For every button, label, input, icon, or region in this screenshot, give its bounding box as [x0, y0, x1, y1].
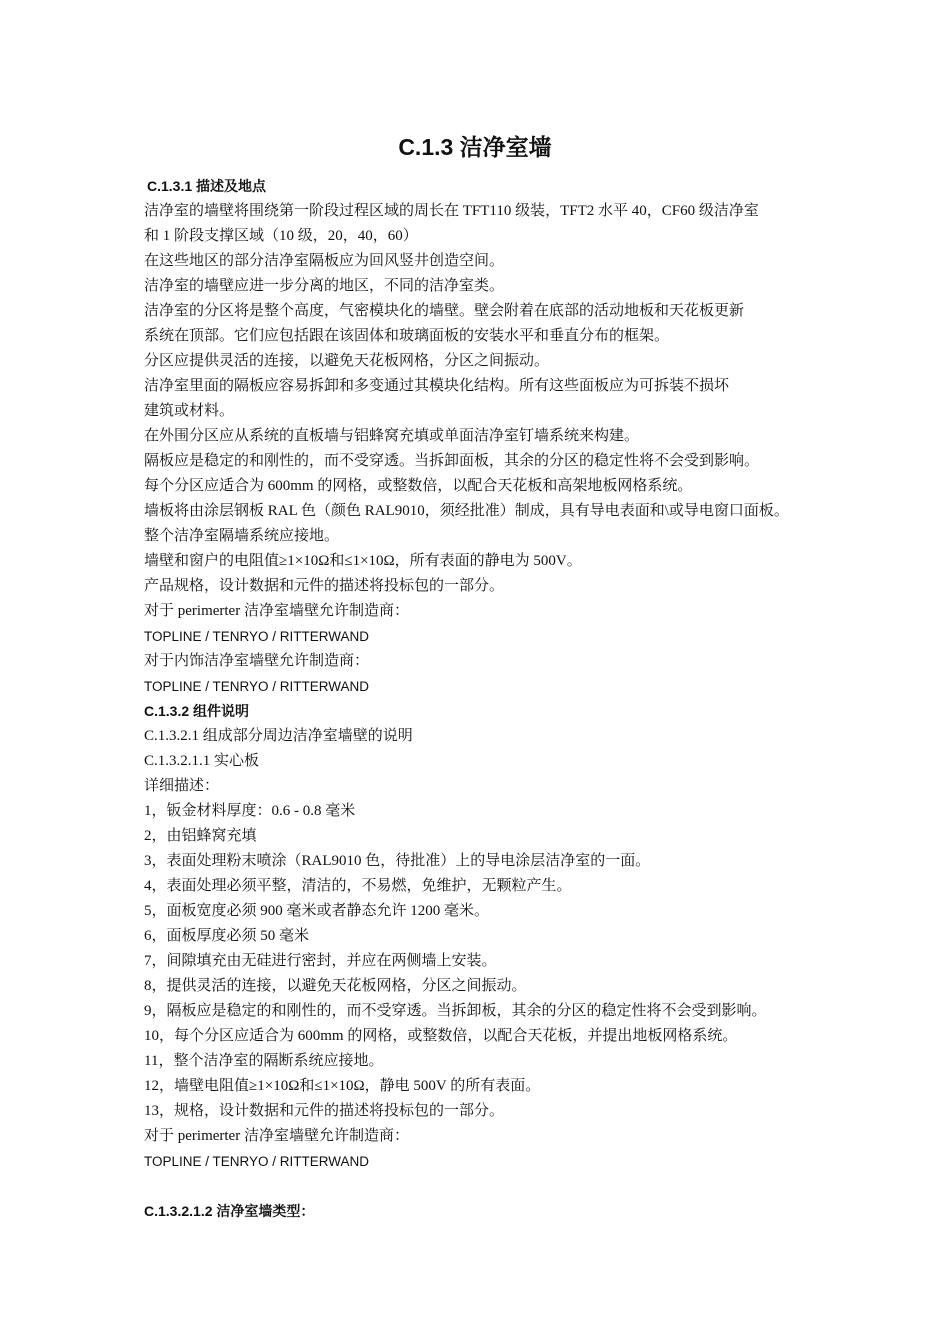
paragraph-line: 对于内饰洁净室墙壁允许制造商：	[144, 653, 370, 669]
paragraph-line: 4，表面处理必须平整，清洁的，不易燃，免维护，无颗粒产生。	[144, 878, 572, 894]
paragraph-line: 详细描述：	[144, 778, 220, 794]
paragraph-line: 对于 perimerter 洁净室墙壁允许制造商：	[144, 603, 409, 619]
section-components	[144, 724, 834, 1174]
paragraph-line: TOPLINE / TENRYO / RITTERWAND	[144, 1154, 370, 1169]
paragraph-line: TOPLINE / TENRYO / RITTERWAND	[144, 679, 370, 694]
paragraph-line: 13，规格，设计数据和元件的描述将投标包的一部分。	[144, 1103, 505, 1119]
paragraph-line: 5，面板宽度必须 900 毫米或者静态允许 1200 毫米。	[144, 903, 490, 919]
paragraph-line: 每个分区应适合为 600mm 的网格，或整数倍，以配合天花板和高架地板网格系统。	[144, 478, 693, 494]
paragraph-line: 2，由铝蜂窝充填	[144, 828, 257, 844]
paragraph-line: 系统在顶部。它们应包括跟在该固体和玻璃面板的安装水平和垂直分布的框架。	[144, 328, 670, 344]
paragraph-line: 洁净室的墙壁将围绕第一阶段过程区域的周长在 TFT110 级装，TFT2 水平 40，CF60 级洁净室	[144, 203, 759, 219]
paragraph-line: 9，隔板应是稳定的和刚性的，而不受穿透。当拆卸板，其余的分区的稳定性将不会受到影响。	[144, 1003, 767, 1019]
section-heading-description: C.1.3.1 描述及地点	[147, 178, 267, 194]
blank-line	[144, 1174, 834, 1199]
paragraph-line: 墙壁和窗户的电阻值≥1×10Ω和≤1×10Ω，所有表面的静电为 500V。	[144, 553, 582, 569]
page-title: C.1.3 洁净室墙	[398, 134, 552, 160]
paragraph-line: TOPLINE / TENRYO / RITTERWAND	[144, 629, 370, 644]
paragraph-line: 6，面板厚度必须 50 毫米	[144, 928, 310, 944]
paragraph-line: 分区应提供灵活的连接，以避免天花板网格，分区之间振动。	[144, 353, 550, 369]
paragraph-line: 3，表面处理粉末喷涂（RAL9010 色，待批准）上的导电涂层洁净室的一面。	[144, 853, 651, 869]
section-heading-components: C.1.3.2 组件说明	[144, 703, 250, 719]
paragraph-line: 在外围分区应从系统的直板墙与铝蜂窝充填或单面洁净室钉墙系统来构建。	[144, 428, 640, 444]
paragraph-line: 12，墙壁电阻值≥1×10Ω和≤1×10Ω，静电 500V 的所有表面。	[144, 1078, 541, 1094]
paragraph-line: 1，钣金材料厚度：0.6 - 0.8 毫米	[144, 803, 356, 819]
paragraph-line: 产品规格，设计数据和元件的描述将投标包的一部分。	[144, 578, 505, 594]
paragraph-line: 洁净室的分区将是整个高度，气密模块化的墙壁。壁会附着在底部的活动地板和天花板更新	[144, 303, 745, 319]
paragraph-line: 建筑或材料。	[144, 403, 235, 419]
document-body	[144, 174, 834, 1224]
paragraph-line: C.1.3.2.1 组成部分周边洁净室墙壁的说明	[144, 728, 413, 744]
paragraph-line: 洁净室里面的隔板应容易拆卸和多变通过其模块化结构。所有这些面板应为可拆装不损坏	[144, 378, 730, 394]
paragraph-line: 洁净室的墙壁应进一步分离的地区，不同的洁净室类。	[144, 278, 505, 294]
paragraph-line: 墙板将由涂层钢板 RAL 色（颜色 RAL9010，须经批准）制成，具有导电表面和\或导电窗口面板。	[144, 503, 789, 519]
paragraph-line: 10，每个分区应适合为 600mm 的网格，或整数倍，以配合天花板，并提出地板网格系统。	[144, 1028, 738, 1044]
paragraph-line: 8，提供灵活的连接，以避免天花板网格，分区之间振动。	[144, 978, 527, 994]
paragraph-line: 和 1 阶段支撑区域（10 级，20，40，60）	[144, 228, 418, 244]
paragraph-line: 整个洁净室隔墙系统应接地。	[144, 528, 340, 544]
paragraph-line: C.1.3.2.1.1 实心板	[144, 753, 260, 769]
paragraph-line: 隔板应是稳定的和刚性的，而不受穿透。当拆卸面板，其余的分区的稳定性将不会受到影响。	[144, 453, 760, 469]
section-heading-wall-types: C.1.3.2.1.2 洁净室墙类型：	[144, 1203, 315, 1219]
paragraph-line: 对于 perimerter 洁净室墙壁允许制造商：	[144, 1128, 409, 1144]
paragraph-line: 7，间隙填充由无硅进行密封，并应在两侧墙上安装。	[144, 953, 497, 969]
section-description	[144, 199, 834, 699]
paragraph-line: 在这些地区的部分洁净室隔板应为回风竖井创造空间。	[144, 253, 505, 269]
paragraph-line: 11，整个洁净室的隔断系统应接地。	[144, 1053, 384, 1069]
